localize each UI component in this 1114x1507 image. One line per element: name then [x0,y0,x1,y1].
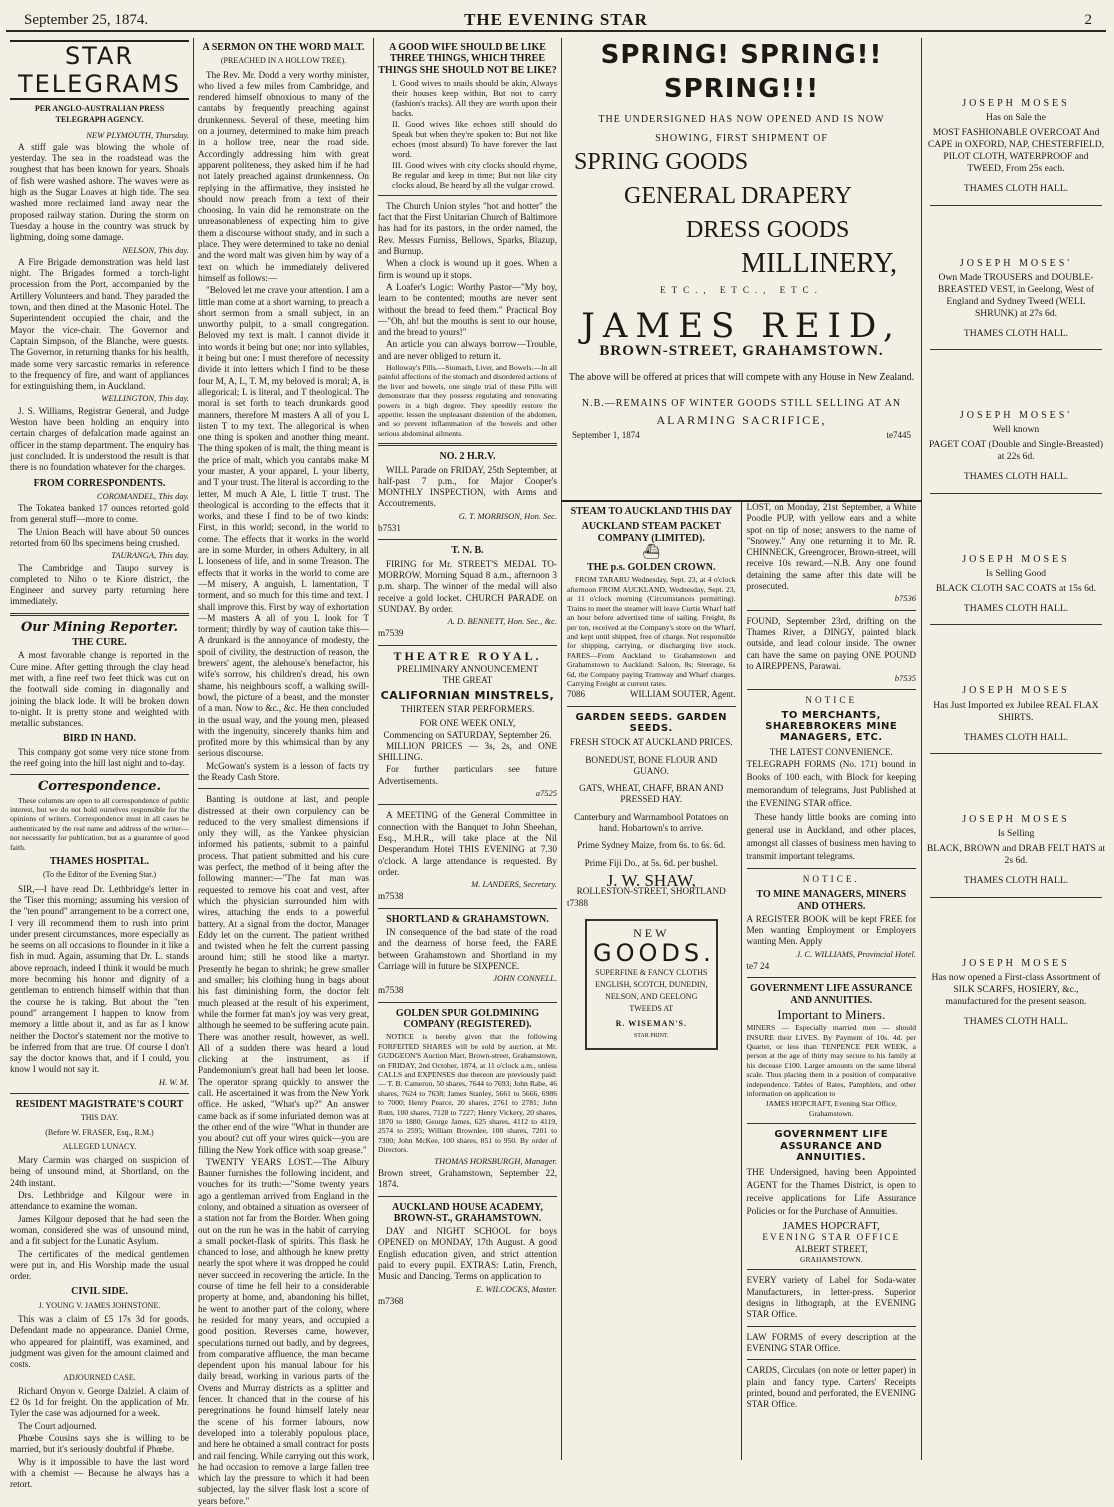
verse: II. Good wives like echoes still should do Speak but when they're spoken to: But not like echoes (most absurd) To have forever the last word. [392,118,557,159]
divider [378,804,557,805]
subheading: RESIDENT MAGISTRATE'S COURT [15,1099,184,1110]
court-paragraph: Mary Carmin was charged on suspicion of being of unsound mind, at Shortland, on the 24th instant. [10,1155,189,1188]
ad-line: BONEDUST, BONE FLOUR AND GUANO. [585,754,718,776]
article-paragraph: The Cambridge and Taupo survey is completed to Niho o te Kiore district, the Engineer and survey party returning here immediately. [10,562,189,607]
divider [747,689,917,690]
ad-nb: N.B.—REMAINS OF WINTER GOODS STILL SELLING AT AN [581,398,902,410]
ad-code: b7531 [378,523,401,534]
divider [198,788,369,789]
ad-heading: NOTICE. [802,873,860,884]
article-paragraph: "Beloved let me crave your attention. I am a little man come at a short warning, to preach a short sermon from a small subject, in an unworthy pulpit, to a small congregation. Beloved my text is malt. I cannot divide it into words it being but one; nor into syllables, it being but one: I must therefore of necessity divide it into letters which I find to be these four M, A, L, T. M, my beloved is moral; A, is allegorical; L is literal, and T theological. The moral is set forth to teach drunkards good manners, therefore M masters A all of you L listen T to my text. The allegorical is when one thing is spoken and another thing meant. The thing spoken of is malt, the thing meant is the price of malt, which you cantabs make M your master, A your apparel, L your liberty, and T your trust. The literal is according to the letter, M much A Ale, L little T trust. The theological is according to the effects that it works, and these I find to be of two kinds: First, in this world; second, in the world to come. The effects that it works in the world are in some Murder, in others Adultery, in all L looseness of life, and in some Treason. The effects that it works in the world to come are—M misery, A anguish, L lamentation, T torment, and so much for this time and text. I shall improve this. First by way of exhortation—M masters A all of you L look for T torment; thirdly by way of caution take this—A drunkard is the annoyance of modesty, the spoil of civility, the destruction of reason, the brewers' agent, the alehouse's benefactor, his wife's sorrow, his children's dread, his own shame, his neighbours scoff, a walking swill-bowl, the picture of a beast, and the monster of a man. Now to &c., &c. He then concluded in the usual way, and the young men, pleased with the ingenuity, sincerely thanks him and profited more by this whimsical than by any serious discourse. [198,285,369,759]
court-paragraph: This was a claim of £5 17s 3d for goods. Defendant made no appearance. Daniel Orme, who appeared for plaintiff, was examined, and judgment was given for the amount claimed and costs. [10,1314,189,1370]
article-paragraph: When a clock is wound up it goes. When a firm is wound up it stops. [378,258,557,280]
subheading: BIRD IN HAND. [62,733,137,745]
column-4 [562,38,922,1460]
ad-goods: GOODS. [593,938,715,967]
article-subheading: (PREACHED IN A HOLLOW TREE). [220,56,347,66]
editorial-note: These columns are open to all correspondence of public interest, but we do not hold ourselves responsible for the opinions of writers. Correspondence must in all cases be authenticated by the real name and address of the writer—not necessarily for publication, but as a guarantee of good faith. [10,795,189,852]
ad-print-note: STAR PRINT. [633,1032,669,1039]
ad-shop-name: THAMES CLOTH HALL. [963,731,1069,743]
court-case-title: J. YOUNG V. JAMES JOHNSTONE. [38,1300,161,1310]
ad-heading: NOTICE [805,695,858,706]
letter-signature: H. W. M. [158,1076,189,1087]
ad-signature: G. T. MORRISON, Hon. Sec. [458,510,557,521]
section-title-mining: Our Mining Reporter. [20,619,179,635]
divider [747,610,917,611]
divider [747,1359,917,1360]
column-5 [922,38,1110,1460]
ad-merchant-name: R. WISEMAN'S. [615,1018,687,1028]
ad-text: FOUND, September 23rd, drifting on the Thames River, a DINGY, painted black outside, and lead colour inside. The owner can have the same on paying ONE POUND to AIREPPENS, Parawai. [746,615,916,671]
ad-line: NEW [633,925,670,940]
ad-code: b7536 [894,593,916,604]
ad-goods-line: DRESS GOODS [686,216,850,243]
article-paragraph: An article you can always borrow—Trouble, and are never obliged to return it. [378,339,557,361]
ad-etc: ETC., ETC., ETC. [660,284,823,295]
issue-date: September 25, 1874. [24,12,149,28]
column-4-right [742,500,922,1460]
ad-heading: AUCKLAND HOUSE ACADEMY, BROWN-ST., GRAHAMSTOWN. [391,1201,544,1224]
court-before: (Before W. FRASER, Esq., R.M.) [45,1127,154,1137]
divider [567,706,736,707]
ad-line: Canterbury and Warrnambool Potatoes on hand. Hobartown's to arrive. [574,811,729,834]
ad-text: These handy little books are coming into general use in Auckland, and other places, amongst all classes of business men having to transmit important telegrams. [746,811,916,861]
verse: III. Good wives with city clocks should rhyme, Be regular and keep in time; But not like city clocks aloud, Be heard by all the vulgar crowd. [392,159,557,190]
subheading: FROM CORRESPONDENTS. [33,477,166,489]
ad-text: EVERY variety of Label for Soda-water Manufacturers, in letter-press. Superior designs in lithograph, at the EVENING STAR Office. [746,1275,916,1320]
ad-merchant-name: JOSEPH MOSES [962,553,1070,565]
framed-advertisement [585,919,718,1050]
ad-line: FRESH STOCK AT AUCKLAND PRICES. [569,737,733,748]
court-paragraph: Richard Onyon v. George Dalziel. A claim of £2 0s 1d for freight. On the application of Mr. Tyler the case was adjourned for a week. [10,1385,189,1419]
ad-text: BLACK CLOTH SAC COATS at 15s 6d. [935,583,1097,595]
ad-merchant-name: JOSEPH MOSES [962,685,1070,697]
section-title-star-telegrams: STAR TELEGRAMS [10,40,189,100]
court-paragraph: The Court adjourned. [18,1420,97,1431]
ship-icon: ⛴ [642,544,661,560]
ad-merchant-address: ROLLESTON-STREET, SHORTLAND [576,886,726,897]
ad-goods-line: MILLINERY, [741,247,897,279]
ad-shop-name: THAMES CLOTH HALL. [963,471,1069,483]
ad-line: FOR ONE WEEK ONLY, [419,718,516,729]
ad-code: m7538 [378,985,404,996]
ad-heading: NO. 2 H.R.V. [439,451,496,463]
ad-merchant-name: JAMES HOPCRAFT, [782,1220,880,1233]
ad-date: September 1, 1874 [572,430,640,441]
article-paragraph: The Church Union styles "hot and hotter" the fact that the First Unitarian Church of Baltimore has had for its pastors, in the order named, the Rev. Messrs Furniss, Bellows, Sparks, Blazup, and Burnup. [378,200,557,257]
divider [10,1093,189,1094]
ad-alarm: ALARMING SACRIFICE, [656,413,827,428]
section-title-correspondence: Correspondence. [37,779,162,795]
ad-heading: T. N. B. [451,545,484,557]
ad-heading: TO MERCHANTS, SHAREBROKERS MINE MANAGERS, ETC. [765,709,898,744]
divider [378,539,557,540]
ad-merchant-address: BROWN-STREET, GRAHAMSTOWN. [599,342,884,359]
ad-text: MOST FASHIONABLE OVERCOAT And CAPE in OXFORD, NAP, CHESTERFIELD, PILOT CLOTH, WATERPROOF and TWEED, From 25s each. [927,127,1105,175]
column-3 [374,38,562,1460]
ad-text: A REGISTER BOOK will be kept FREE for Men wanting Employment or Employers wanting Men. Apply [746,913,916,947]
ad-heading: GARDEN SEEDS. GARDEN SEEDS. [575,711,727,734]
article-paragraph: A Fire Brigade demonstration was held last night. The Brigades formed a torch-light procession from the Port, accompanied by the Artillery Volunteers and band. They paraded the town, and then dined at the Masonic Hotel. The Superintendent occupied the chair, and the Mayor the vice-chair. The Governor and Captain Simpson, of the Blanche, were guests. The Governor, in returning thanks for his health, made some very sarcastic remarks in reference to the frequency of fire, and want of appliances for extinguishing them, in Auckland. [10,256,189,392]
ad-signature: THOMAS HORSBURGH, Manager. [434,1155,557,1166]
ad-code: m7368 [378,1295,404,1306]
ad-heading: GOLDEN SPUR GOLDMINING COMPANY (REGISTERED). [395,1007,540,1031]
ad-text: MINERS — Especially married men — should INSURE their LIVES. By Payment of 10s. 4d. per Quarter, or less than TENPENCE PER WEEK, a person at the age of thirty may secure to his family at his decease £100. Larger amounts on the same liberal scale. Thus placing them in a position of comparative independence. Tables of Rates, Pamphlets, and other information on application to [746,1023,916,1099]
ad-line: THE GREAT [442,675,493,686]
divider [930,753,1102,754]
dateline: NELSON, This day. [122,244,189,255]
ad-code: a7525 [535,788,557,799]
ad-line: Is Selling Good [985,568,1047,580]
court-day: THIS DAY. [80,1113,119,1123]
ad-text: FIRING for Mr. STREET'S MEDAL TO-MORROW. Morning Squad 8 a.m., afternoon 3 p.m. sharp. The winner of the medal will also receive a gold locket. CHURCH PARADE on SUNDAY. By order. [378,558,557,614]
divider [747,977,917,978]
ad-text: DAY and NIGHT SCHOOL for boys OPENED on MONDAY, 17th August. A good English education given, and strict attention paid to every pupil. EXTRAS: Latin, French, Music and Dancing. Terms on application to [378,1226,557,1282]
ad-text: THE Undersigned, having been Appointed AGENT for the Thames District, is open to receive applications for Life Assurance Policies or for the Purchase of Annuities. [746,1167,916,1217]
ad-text: TELEGRAPH FORMS (No. 171) bound in Books of 100 each, with Block for keeping memorandum of telegrams, Just Published at the EVENING STAR office. [746,758,916,808]
article-paragraph: TWENTY YEARS LOST.—The Albury Banner furnishes the following incident, and vouches for its truth:—"Some twenty years ago a gentleman arrived from England in the colony, and obtained a situation as overseer of a station not far from the Border. When going out on the run he was in the habit of carrying a small pocket-flask of spirits. This flask he chanced to lose, and although he knew pretty nearly the spot where it was dropped he could never succeed in recovering the article. In the course of time he fell heir to a considerable property at home, and, abandoning his billet, he went to another part of the colony, where he resided for many years, and occupied a good position. Reverses came, however, speculations turned out badly, and by degrees, from comparative affluence, the man became dependent upon his manual labour for his daily bread, working in various parts of the Ovens and Murray districts as a splitter and fencer. It chanced that in the course of his peregrinations he found himself lately near the scene of his former labours, now developed into a tolerably populous place, and here he obtained a small contract for posts and rail fencing. While carrying out this work, he had occasion to remove a large fallen tree which lay the pressure to which it had been subjected, lay the silver flask lost a score of years before." [198,1156,369,1506]
article-paragraph: A stiff gale was blowing the whole of yesterday. The sea in the roadstead was the roughest that has been known for years. Shoals of fish were washed ashore. The waves were as high as the Sugar Loaves at high tide. The sea washed more reclaimed land away near the proposed railway station. During the storm on Tuesday a house in the country was struck by lightning, doing some damage. [10,141,189,243]
ad-lead-line: THE UNDERSIGNED HAS NOW OPENED AND IS NOW [598,114,885,125]
ad-text: FROM TARARU Wednesday, Sept. 23, at 4 o'clock afternoon FROM AUCKLAND, Wednesday, Sept. 23, at 11 o'clock morning (Circumstances permitting). Trains to meet the steamer will leave Curtis Wharf half an hour before advertised time of sailing. Freight, 8s per ton, received at the Company's store on the Wharf, and kept until shipped, free of charge. Not responsible for shipping, carrying, or discharging live stock. FARES—From Auckland to Grahamstown and Grahamstown to Auckland: Saloon, 8s; Steerage, 6s 6d, the Company paying Tramway and Wharf charges. Carrying Freight at current rates. [567,575,736,688]
article-paragraph: The Tokatea banked 17 ounces retorted gold from general stuff—more to come. [10,503,189,525]
ad-line: GATS, WHEAT, CHAFF, BRAN AND PRESSED HAY. [579,783,724,805]
ad-merchant-name: J. W. SHAW, [606,870,696,890]
ad-lead-line: SHOWING, FIRST SHIPMENT OF [655,133,828,145]
court-paragraph: Drs. Lethbridge and Kilgour were in attendance to examine the woman. [10,1190,189,1212]
article-paragraph: A Loafer's Logic: Worthy Pastor—"My boy, learn to be contented; mouths are never sent without the bread to feed them." Practical Boy—"Oh, ah! but the mouths is sent to our house, and the bread to yours!" [378,281,557,338]
article-paragraph: J. S. Williams, Registrar General, and Judge Weston have been holding an enquiry into certain charges of defalcation made against an officer in the stamp department. The enquiry has just concluded. It is understood the result is that there is no foundation whatever for the charges. [10,405,189,473]
article-paragraph: This company got some very nice stone from the reef going into the hill last night and to-day. [10,746,189,769]
ad-text: Has Just Imported ex Jubilee REAL FLAX SHIRTS. [933,699,1099,723]
ad-goods-line: SPRING GOODS [574,148,749,175]
subheading: THAMES HOSPITAL. [49,856,150,868]
ad-heading: STEAM TO AUCKLAND THIS DAY [570,506,732,517]
divider [378,645,557,646]
court-paragraph: The certificates of the medical gentlemen were put in, and His Worship made the usual order. [10,1248,189,1282]
ad-line: PRELIMINARY ANNOUNCEMENT [396,664,539,675]
divider [930,205,1102,206]
ad-line: ALBERT STREET, [794,1243,868,1254]
to-editor-line: (To the Editor of the Evening Star.) [43,870,156,880]
ad-shop-name: THAMES CLOTH HALL. [963,1015,1069,1027]
ad-signature: J. C. WILLIAMS, Provincial Hotel. [796,948,916,959]
ad-text: LOST, on Monday, 21st September, a White Poodle PUP, with yellow ears and a white spot on tip of nose; answers to the name of "Snowey." Any one returning it to Mr. R. CHINNECK, Greengrocer, Brown-street, will receive 10s reward.—N.B. Any one found detaining the same after this date will be prosecuted. [746,502,916,592]
ad-footer [567,689,736,700]
ad-code: m7539 [378,628,404,639]
ad-subheading: THE p.s. GOLDEN CROWN. [587,562,716,574]
ad-merchant-name: JOSEPH MOSES' [959,410,1073,422]
ad-merchant-name: JOSEPH MOSES [962,957,1070,969]
divider [747,1123,917,1124]
subheading: THE CURE. [72,637,127,649]
divider [930,624,1102,625]
court-case-title: ADJOURNED CASE. [63,1372,136,1382]
ad-heading: THEATRE ROYAL. [393,648,542,663]
article-paragraph: A most favorable change is reported in the Cure mine. After getting through the clay head met with, a fine reef two feet thick was cut on the footwall side coming in diagonally and joining the black lode. It will be broken down to-night. It is pretty stone and weighted with metallic substances. [10,650,189,729]
divider [378,443,557,446]
ad-text: IN consequence of the bad state of the road and the dearness of horse feed, the FARE between Grahamstown and Shortland in my Carriage will in future be SIXPENCE. [378,926,557,971]
ad-line: GRAHAMSTOWN. [799,1255,863,1265]
ad-signature: JAMES HOPCRAFT, Evening Star Office, Grahamstown. [765,1099,897,1118]
ad-text: PAGET COAT (Double and Single-Breasted) at 22s 6d. [928,439,1104,463]
ad-text: WILL Parade on FRIDAY, 25th September, at half-past 7 p.m., for Major Cooper's MONTHLY INSPECTION, with Arms and Accoutrements. [378,464,557,509]
page-number: 2 [1084,12,1092,28]
divider [747,1326,917,1327]
ad-heading: Important to Miners. [777,1006,886,1022]
article-paragraph: Why is it impossible to have the last word with a chemist — Because he always has a retort. [10,1456,189,1490]
ad-signature: M. LANDERS, Secretary. [471,879,557,890]
article-paragraph: Phœbe Cousins says she is willing to be married, but it's seriously doubtful if Phœbe. [10,1433,189,1455]
ad-footer [566,430,917,441]
ad-text: NOTICE is hereby given that the following FORFEITED SHARES will be sold by auction, at Mr. GUDGEON'S Auction Mart, Brown-street, Grahamstown, on FRIDAY, 2nd October, 1874, at 11 o'clock a.m., unless CALLS and EXPENSES due thereon are previously paid:— T. B. Cameron, 50 shares, 7644 to 7693; John Rabe, 46 shares, 7624 to 7638; James Stanley, 5661 to 5666, 6986 to 7000; Henry Pearce, 20 shares, 2761 to 2781; John Rutn, 100 shares, 7128 to 7227; Henry Vickery, 20 shares, 1870 to 1880; George James, 625 shares, 4112 to 4119, 2574 to 2595; William Brownlee, 100 shares, 7201 to 7300; John McKee, 100 shares, 851 to 950. By order of Directors. [378,1032,557,1155]
newspaper-title: THE EVENING STAR [464,10,648,29]
divider [378,195,557,196]
ad-line: Has on Sale the [986,112,1046,124]
divider [747,868,917,869]
ad-place: Brown street, Grahamstown, September 22, 1874. [378,1167,557,1190]
ad-text: MILLION PRICES — 3s, 2s, and ONE SHILLING. [378,740,557,763]
ad-shop-name: THAMES CLOTH HALL. [963,183,1069,195]
subheading: CIVIL SIDE. [71,1286,128,1298]
ad-heading: GOVERNMENT LIFE ASSURANCE AND ANNUITIES. [749,983,913,1006]
ad-shop-name: THAMES CLOTH HALL. [963,875,1069,887]
divider [930,349,1102,350]
divider [378,908,557,909]
ad-merchant-name: JOSEPH MOSES [962,98,1070,109]
ad-merchant-name: JAMES REID, [581,305,902,346]
column-4-left [562,500,742,1460]
article-paragraph: McGowan's system is a lesson of facts try the Ready Cash Store. [198,760,369,782]
dateline: COROMANDEL, This day. [96,490,189,501]
divider [930,897,1102,898]
ad-merchant-name: JOSEPH MOSES' [959,257,1073,269]
ad-code: t7388 [567,897,588,908]
court-paragraph: James Kilgour deposed that he had seen the woman, considered she was of unsound mind, and a fit subject for the Lunatic Asylum. [10,1213,189,1247]
verse: I. Good wives to snails should be akin, Always their houses keep within, But not to carry (fashion's tracks). All they are worth upon their backs. [392,77,557,118]
agency-line: PER ANGLO-AUSTRALIAN PRESS TELEGRAPH AGENCY. [34,104,165,125]
ad-line: THE LATEST CONVENIENCE. [769,746,893,757]
ad-text: LAW FORMS of every description at the EVENING STAR Office. [746,1331,916,1353]
article-heading: A SERMON ON THE WORD MALT. [202,42,365,53]
ad-code: b7535 [894,673,916,684]
ad-text: CARDS, Circulars (on note or letter paper) in plain and fancy type. Carters' Receipts printed, bound and perforated, the EVENING STAR Office. [746,1365,916,1410]
divider [930,493,1102,494]
ad-text: Own Made TROUSERS and DOUBLE-BREASTED VEST, in Geelong, West of England and Sydney Tweed (WELL SHRUNK) at 27s 6d. [937,271,1095,319]
divider [747,1269,917,1270]
ad-heading: GOVERNMENT LIFE ASSURANCE AND ANNUITIES. [774,1129,889,1163]
dateline: NEW PLYMOUTH, Thursday. [86,129,189,140]
ad-line: Commencing on SATURDAY, September 26. [383,729,552,740]
dateline: WELLINGTON, This day. [101,393,189,404]
ad-line: Prime Fiji Do., at 5s. 6d. per bushel. [584,857,718,868]
masthead [6,6,1106,32]
letter-paragraph: SIR,—I have read Dr. Lethbridge's letter in the 'Tiser this morning; assuming his version of the "ten pound" arrangement to be a correct one, I very ill recommend them to rush into print under present circumstances, more especially as he seems on all occasions to flounder in it like a fish in mud. Again, assuming that Dr. L. stands above reproach, indeed I think it would be much more becoming his honor and dignity of a gentleman to entrench himself within that than the course he is taking. But about the "ten pound" arrangement I happen to know from memory a little about it, and as far as I know neither the Doctor's statement nor the motive to be inferred from that are true. Of course I don't say the doctor knows that, and if I could, you know I would not say it. [10,883,189,1075]
advertisement-text: Holloway's Pills.—Stomach, Liver, and Bowels.—In all painful affections of the stomach and disordered actions of the liver and bowels, one single trial of these Pills will demonstrate that they possess regulating and renovating powers in a high degree. They speedily restore the appetite, lessen the unpleasant distention of the abdomen, and so prevent inflammation of the bowels and other serious abdominal ailments. [378,363,557,438]
divider [10,613,189,616]
divider [378,1196,557,1197]
ad-heading: AUCKLAND STEAM PACKET COMPANY (LIMITED). [581,521,721,544]
ad-text: Has now opened a First-class Assortment of SILK SCARFS, HOSIERY, &c., manufactured for the present season. [931,971,1101,1007]
ad-merchant-name: JOSEPH MOSES [962,813,1070,825]
article-heading: A GOOD WIFE SHOULD BE LIKE THREE THINGS, WHICH THREE THINGS SHE SHOULD NOT BE LIKE? [378,42,557,76]
column-1 [6,38,194,1490]
ad-line: Prime Sydney Maize, from 6s. to 6s. 6d. [577,840,726,851]
ad-shop-name: THAMES CLOTH HALL. [963,603,1069,615]
ad-line: THIRTEEN STAR PERFORMERS. [400,703,535,714]
ad-text: SUPERFINE & FANCY CLOTHS ENGLISH, SCOTCH, DUNEDIN, NELSON, AND GEELONG TWEEDS AT [595,967,708,1013]
article-paragraph: Banting is outdone at last, and people distressed at their own corpulency can be reduced to the very smallest dimensions if only they will, as the Yankee physician informed his patients, submit to a painful process. That patient submitted and his cure was perfect, the method of it being after the following manner:—"The fat man was requested to remove his coat and vest, after which the physician surrounded him with wires, attaching the ends to a powerful battery. At a signal from the doctor, Manager Eddy let on the current. The patient writhed and twisted when he felt the current passing around him; still he stood like a martyr. Presently he began to shrink; he grew smaller and smaller; his clothing hung in bags about his fast diminishing form, the doctor felt much pleased at the result of his experiment, while the former fat man's joy was very great, although he seemed to be suffering acute pain. There was another result, however, as well. All of a sudden there was heard a loud clicking at the instrument, as if Pandemonium's great hall had been let loose. The operator sprang quickly to answer the call. He ascertained it was from the New York office. He asked, "What's up?" An answer came back as if some infuriated demon was at the other end of the wire "What in thunder are you about? cut off your wires quick—you are filling the New York office with soap grease." [198,794,369,1155]
ad-shop-name: THAMES CLOTH HALL. [963,327,1069,339]
ad-code: m7538 [378,891,404,902]
divider [378,1002,557,1003]
ad-signature: E. WILCOCKS, Master. [476,1283,557,1294]
ad-line: Well known [992,424,1040,436]
ad-heading: TO MINE MANAGERS, MINERS AND OTHERS. [756,889,907,912]
ad-line: Is Selling [997,828,1035,840]
column-4-split [562,500,921,1460]
ad-text: A MEETING of the General Committee in connection with the Banquet to John Sheehan, Esq., M.H.R., will take place at the Nil Desperandum Hotel THIS EVENING at 7.30 o'clock. A large attendance is requested. By order. [378,810,557,877]
ad-code: 7086 [567,689,585,700]
dateline: TAURANGA, This day. [111,550,189,561]
ad-heading: SHORTLAND & GRAHAMSTOWN. [386,913,549,925]
ad-signature: A. D. BENNETT, Hon. Sec., &c. [447,616,557,627]
ad-goods-line: GENERAL DRAPERY [624,182,852,209]
article-paragraph: The Union Beach will have about 50 ounces retorted from 60 lbs specimens being crushed. [10,526,189,548]
ad-signature: JOHN CONNELL. [493,973,557,984]
ad-text: The above will be offered at prices that will compete with any House in New Zealand. [568,372,915,384]
ad-code: te7445 [886,430,911,441]
ad-spring-headline: SPRING! SPRING!! SPRING!!! [600,40,883,104]
column-2 [194,38,374,1506]
court-case-title: ALLEGED LUNACY. [62,1141,137,1151]
divider [10,774,189,775]
ad-line: EVENING STAR OFFICE [762,1232,901,1243]
ad-text: For further particulars see future Advertisements. [378,764,557,786]
ad-code: te7 24 [746,961,770,972]
ad-line: CALIFORNIAN MINSTRELS, [380,688,555,702]
article-paragraph: The Rev. Mr. Dodd a very worthy minister, who lived a few miles from Cambridge, and rendered himself obnoxious to many of the cantabs by frequently preaching against drunkenness. Several of these, meeting him on a journey, determined to make him preach in a hollow tree, near the road side. Accordingly addressing him with great apparent politeness, they asked him if he had not lately preached against drunkenness. On replying in the affirmative, they insisted he should now preach from a text of their choosing. In vain did he remonstrate on the unreasonableness of expecting him to give them a discourse without study, and in such a place. They were determined to take no denial and the word malt was given him by way of a text on which he immediately delivered himself as follows:— [198,69,369,283]
ad-signature: WILLIAM SOUTER, Agent. [630,689,736,700]
ad-text: BLACK, BROWN and DRAB FELT HATS at 2s 6d. [926,843,1106,867]
